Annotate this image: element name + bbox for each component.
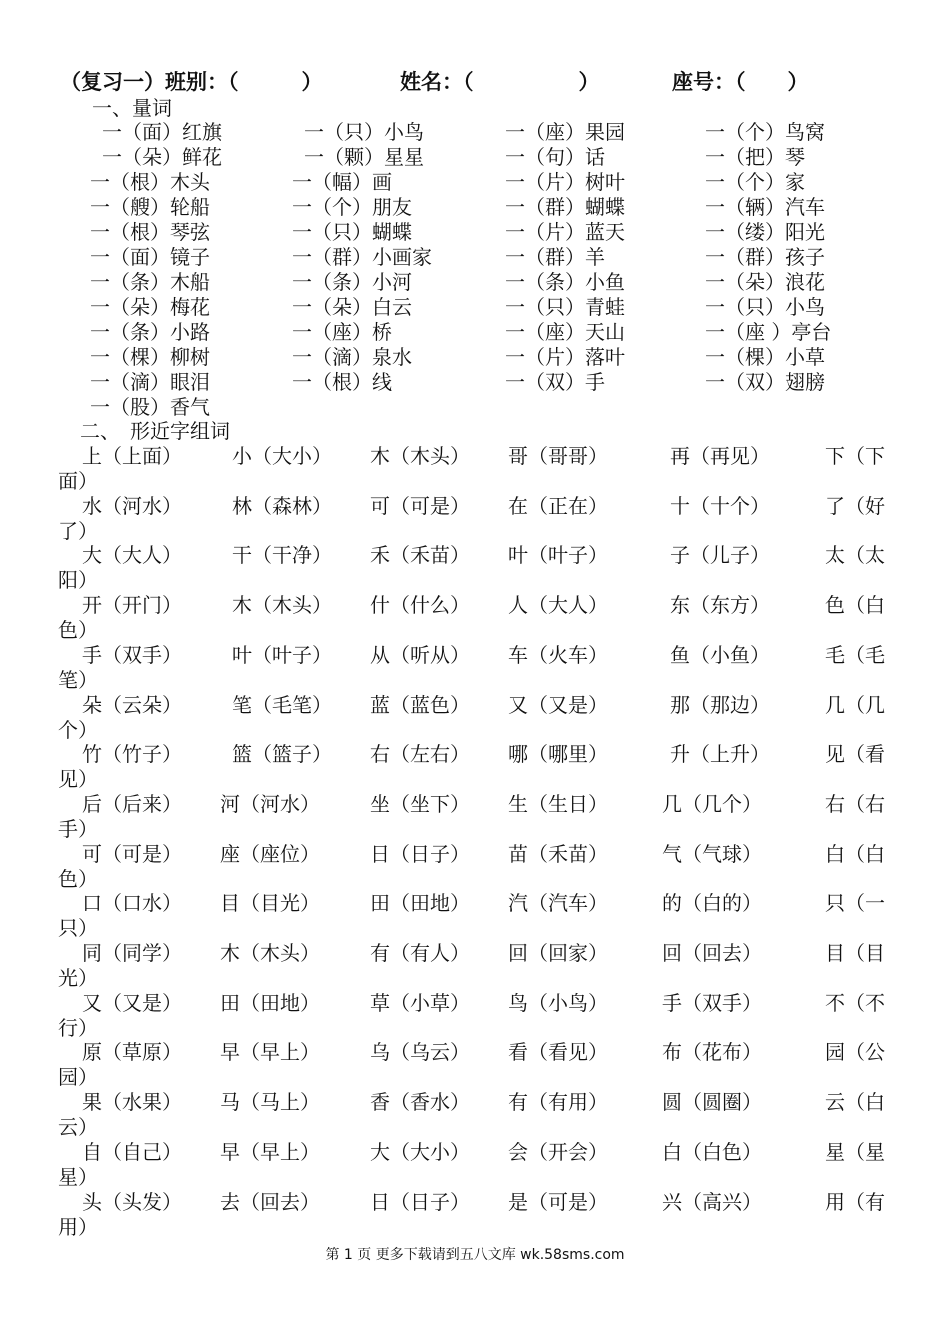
char-word-item: 下（下 <box>825 444 885 468</box>
char-word-item: 十（十个） <box>670 493 770 518</box>
measure-word-item: 一（群）羊 <box>505 245 605 269</box>
char-word-continuation: 星） <box>58 1164 98 1189</box>
measure-word-item: 一（句）话 <box>505 145 605 169</box>
page-footer: 第 1 页 更多下载请到五八文库 wk.58sms.com <box>325 1247 625 1263</box>
char-word-item: 上（上面） <box>82 444 182 468</box>
char-word-item: 了（好 <box>825 493 885 518</box>
measure-word-item: 一（棵）小草 <box>705 345 825 369</box>
char-word-item: 东（东方） <box>670 593 770 618</box>
char-word-item: 见（看 <box>825 742 885 767</box>
char-word-item: 生（生日） <box>508 791 608 816</box>
measure-word-item: 一（只）小鸟 <box>705 295 825 319</box>
char-word-item: 兴（高兴） <box>662 1189 762 1214</box>
char-word-row <box>0 1186 950 1239</box>
char-word-item: 田（田地） <box>220 990 320 1015</box>
seat-field-label: 座号：（ ） <box>672 70 809 94</box>
char-word-item: 蓝（蓝色） <box>370 692 470 717</box>
char-word-item: 几（几 <box>825 692 885 717</box>
char-word-continuation: 光） <box>58 966 98 990</box>
measure-word-item: 一（双）翅膀 <box>705 370 825 394</box>
char-word-item: 回（回家） <box>508 941 608 965</box>
char-word-row <box>0 937 950 990</box>
char-word-item: 布（花布） <box>662 1040 762 1065</box>
measure-word-item: 一（把）琴 <box>705 145 805 169</box>
char-word-item: 再（再见） <box>670 444 770 468</box>
measure-word-item: 一（片）树叶 <box>505 170 625 194</box>
char-word-item: 手（双手） <box>82 642 182 667</box>
measure-word-item: 一（面）红旗 <box>102 120 222 144</box>
char-word-item: 果（水果） <box>82 1090 182 1115</box>
char-word-item: 大（大人） <box>82 543 182 568</box>
measure-word-item: 一（幅）画 <box>292 170 392 194</box>
char-word-item: 早（早上） <box>220 1139 320 1164</box>
char-word-item: 后（后来） <box>82 791 182 816</box>
char-word-item: 坐（坐下） <box>370 791 470 816</box>
char-word-item: 鸟（小鸟） <box>508 990 608 1015</box>
measure-word-row <box>0 266 950 294</box>
char-word-row <box>0 639 950 692</box>
char-word-item: 去（回去） <box>220 1189 320 1214</box>
char-word-item: 林（森林） <box>232 493 332 518</box>
char-word-item: 大（大小） <box>370 1139 470 1164</box>
char-word-item: 是（可是） <box>508 1189 608 1214</box>
measure-word-item: 一（个）家 <box>705 170 805 194</box>
name-field-label: 姓名：（ ） <box>400 70 600 94</box>
measure-word-item: 一（朵）白云 <box>292 295 412 319</box>
measure-word-item: 一（座 ）亭台 <box>705 320 832 344</box>
char-word-continuation: 手） <box>58 816 98 841</box>
char-word-continuation: 笔） <box>58 667 98 692</box>
section-title-measure-words: 一、量词 <box>92 96 172 120</box>
measure-word-item: 一（双）手 <box>505 370 605 394</box>
char-word-row <box>0 490 950 543</box>
measure-word-row <box>0 191 950 219</box>
char-word-item: 叶（叶子） <box>232 642 332 667</box>
measure-word-item: 一（滴）泉水 <box>292 345 412 369</box>
char-word-item: 升（上升） <box>670 742 770 767</box>
measure-word-row <box>0 316 950 344</box>
char-word-row <box>0 987 950 1040</box>
char-word-continuation: 见） <box>58 767 98 792</box>
measure-word-item: 一（滴）眼泪 <box>90 370 210 394</box>
char-word-continuation: 用） <box>58 1214 98 1239</box>
char-word-item: 星（星 <box>825 1139 885 1164</box>
measure-word-row <box>0 141 950 169</box>
char-word-continuation: 阳） <box>58 568 98 593</box>
char-word-item: 河（河水） <box>220 791 320 816</box>
char-word-item: 从（听从） <box>370 642 470 667</box>
measure-word-item: 一（面）镜子 <box>90 245 210 269</box>
char-word-item: 人（大人） <box>508 593 608 618</box>
char-word-item: 篮（篮子） <box>232 742 332 767</box>
char-word-item: 回（回去） <box>662 941 762 965</box>
char-word-continuation: 行） <box>58 1015 98 1040</box>
measure-word-item: 一（条）小路 <box>90 320 210 344</box>
char-word-item: 口（口水） <box>82 891 182 916</box>
char-word-item: 早（早上） <box>220 1040 320 1065</box>
char-word-item: 朵（云朵） <box>82 692 182 717</box>
char-word-item: 气（气球） <box>662 841 762 866</box>
measure-word-item: 一（根）木头 <box>90 170 210 194</box>
measure-word-item: 一（座）果园 <box>505 120 625 144</box>
char-word-item: 开（开门） <box>82 593 182 618</box>
char-word-item: 太（太 <box>825 543 885 568</box>
char-word-row <box>0 788 950 841</box>
measure-word-item: 一（颗）星星 <box>304 145 424 169</box>
char-word-item: 竹（竹子） <box>82 742 182 767</box>
class-field-label: （复习一）班别：（ ） <box>60 70 323 94</box>
measure-word-item: 一（辆）汽车 <box>705 195 825 219</box>
char-word-item: 原（草原） <box>82 1040 182 1065</box>
char-word-continuation: 了） <box>58 518 98 543</box>
measure-word-item: 一（缕）阳光 <box>705 220 825 244</box>
char-word-item: 云（白 <box>825 1090 885 1115</box>
char-word-item: 香（香水） <box>370 1090 470 1115</box>
char-word-item: 同（同学） <box>82 941 182 965</box>
char-word-item: 又（又是） <box>82 990 182 1015</box>
char-word-item: 日（日子） <box>370 1189 470 1214</box>
measure-word-item: 一（条）木船 <box>90 270 210 294</box>
char-word-item: 自（自己） <box>82 1139 182 1164</box>
char-word-item: 汽（汽车） <box>508 891 608 916</box>
measure-word-item: 一（股）香气 <box>90 395 210 419</box>
char-word-continuation: 色） <box>58 866 98 891</box>
char-word-item: 园（公 <box>825 1040 885 1065</box>
char-word-item: 哪（哪里） <box>508 742 608 767</box>
char-word-row <box>0 887 950 941</box>
char-word-item: 右（左右） <box>370 742 470 767</box>
char-word-continuation: 色） <box>58 618 98 643</box>
char-word-item: 那（那边） <box>670 692 770 717</box>
char-word-item: 田（田地） <box>370 891 470 916</box>
measure-word-item: 一（个）朋友 <box>292 195 412 219</box>
worksheet-header <box>60 62 920 96</box>
char-word-item: 笔（毛笔） <box>232 692 332 717</box>
measure-word-item: 一（条）小河 <box>292 270 412 294</box>
char-word-item: 马（马上） <box>220 1090 320 1115</box>
char-word-row <box>0 838 950 891</box>
char-word-row <box>0 440 950 493</box>
char-word-item: 几（几个） <box>662 791 762 816</box>
char-word-continuation: 云） <box>58 1115 98 1140</box>
char-word-item: 子（儿子） <box>670 543 770 568</box>
measure-word-item: 一（群）小画家 <box>292 245 432 269</box>
char-word-item: 用（有 <box>825 1189 885 1214</box>
char-word-item: 有（有用） <box>508 1090 608 1115</box>
char-word-item: 乌（乌云） <box>370 1040 470 1065</box>
measure-word-item: 一（根）琴弦 <box>90 220 210 244</box>
char-word-continuation: 园） <box>58 1065 98 1090</box>
char-word-item: 可（可是） <box>370 493 470 518</box>
measure-word-row <box>0 366 950 394</box>
measure-word-row <box>0 216 950 244</box>
char-word-continuation: 面） <box>58 469 98 493</box>
char-word-item: 的（白的） <box>662 891 762 916</box>
measure-word-item: 一（只）小鸟 <box>304 120 424 144</box>
char-word-item: 圆（圆圈） <box>662 1090 762 1115</box>
char-word-item: 毛（毛 <box>825 642 885 667</box>
char-word-item: 叶（叶子） <box>508 543 608 568</box>
char-word-row <box>0 1136 950 1189</box>
char-word-row <box>0 1036 950 1090</box>
measure-word-row <box>0 116 950 144</box>
measure-word-item: 一（座）桥 <box>292 320 392 344</box>
char-word-continuation: 个） <box>58 717 98 742</box>
measure-word-item: 一（座）天山 <box>505 320 625 344</box>
char-word-item: 干（干净） <box>232 543 332 568</box>
char-word-item: 哥（哥哥） <box>508 444 608 468</box>
char-word-item: 木（木头） <box>220 941 320 965</box>
char-word-item: 有（有人） <box>370 941 470 965</box>
char-word-item: 禾（禾苗） <box>370 543 470 568</box>
char-word-item: 不（不 <box>825 990 885 1015</box>
char-word-item: 白（白色） <box>662 1139 762 1164</box>
measure-word-item: 一（只）蝴蝶 <box>292 220 412 244</box>
char-word-row <box>0 689 950 742</box>
char-word-item: 在（正在） <box>508 493 608 518</box>
measure-word-item: 一（朵）梅花 <box>90 295 210 319</box>
char-word-item: 又（又是） <box>508 692 608 717</box>
measure-word-item: 一（艘）轮船 <box>90 195 210 219</box>
char-word-item: 看（看见） <box>508 1040 608 1065</box>
measure-word-item: 一（条）小鱼 <box>505 270 625 294</box>
char-word-item: 头（头发） <box>82 1189 182 1214</box>
measure-word-item: 一（棵）柳树 <box>90 345 210 369</box>
char-word-item: 车（火车） <box>508 642 608 667</box>
char-word-item: 会（开会） <box>508 1139 608 1164</box>
measure-word-item: 一（片）落叶 <box>505 345 625 369</box>
measure-word-item: 一（群）孩子 <box>705 245 825 269</box>
char-word-item: 小（大小） <box>232 444 332 468</box>
measure-word-row <box>0 166 950 194</box>
char-word-item: 座（座位） <box>220 841 320 866</box>
char-word-item: 水（河水） <box>82 493 182 518</box>
measure-word-item: 一（片）蓝天 <box>505 220 625 244</box>
measure-word-item: 一（朵）鲜花 <box>102 145 222 169</box>
char-word-item: 可（可是） <box>82 841 182 866</box>
char-word-item: 只（一 <box>825 891 885 916</box>
char-word-row <box>0 589 950 643</box>
char-word-item: 目（目光） <box>220 891 320 916</box>
measure-word-item: 一（个）鸟窝 <box>705 120 825 144</box>
char-word-item: 色（白 <box>825 593 885 618</box>
measure-word-row <box>0 291 950 319</box>
char-word-item: 木（木头） <box>370 444 470 468</box>
section-title-similar-characters: 二、 形近字组词 <box>80 419 230 443</box>
char-word-row <box>0 738 950 792</box>
measure-word-row <box>0 241 950 269</box>
char-word-item: 木（木头） <box>232 593 332 618</box>
measure-word-row <box>0 341 950 369</box>
char-word-row <box>0 539 950 593</box>
char-word-item: 目（目 <box>825 941 885 965</box>
measure-word-item: 一（朵）浪花 <box>705 270 825 294</box>
char-word-item: 日（日子） <box>370 841 470 866</box>
measure-word-item: 一（只）青蛙 <box>505 295 625 319</box>
measure-word-row <box>0 391 950 419</box>
char-word-item: 手（双手） <box>662 990 762 1015</box>
char-word-item: 鱼（小鱼） <box>670 642 770 667</box>
char-word-item: 白（白 <box>825 841 885 866</box>
char-word-item: 什（什么） <box>370 593 470 618</box>
measure-word-item: 一（根）线 <box>292 370 392 394</box>
char-word-row <box>0 1086 950 1140</box>
measure-word-item: 一（群）蝴蝶 <box>505 195 625 219</box>
char-word-item: 草（小草） <box>370 990 470 1015</box>
char-word-item: 右（右 <box>825 791 885 816</box>
char-word-continuation: 只） <box>58 916 98 941</box>
char-word-item: 苗（禾苗） <box>508 841 608 866</box>
